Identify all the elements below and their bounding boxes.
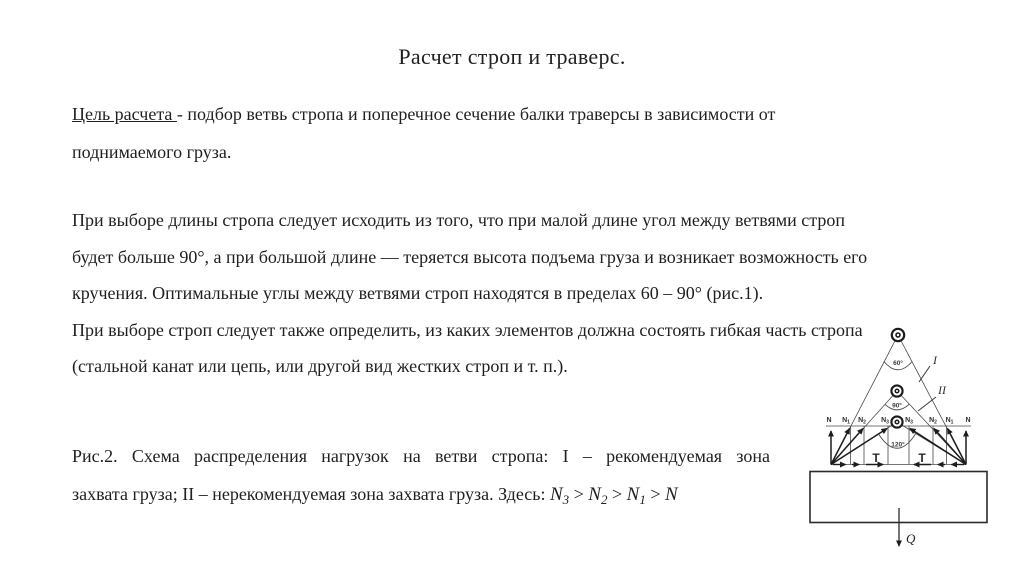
svg-text:N3: $N_3$ [905, 417, 913, 426]
paragraph-goal [72, 95, 775, 171]
paragraph-goal-line-1 [72, 95, 775, 133]
body-line: При выборе строп следует также определить, из каких элементов должна состоять гибкая часть стропа [72, 319, 863, 340]
zone-label-recommended: I [933, 353, 937, 367]
body-line: кручения. Оптимальные углы между ветвями строп находятся в пределах 60 – 90° (рис.1). [72, 283, 764, 303]
caption-line-2 [72, 475, 770, 514]
svg-text:N2: $N_2$ [858, 417, 866, 426]
inequality-formula: $N_3 > N_2 > N_1 > N$ [549, 484, 678, 507]
tension-label-left: T [872, 451, 880, 465]
svg-text:N3: $N_3$ [881, 417, 889, 426]
angle-label-120: 120° [891, 441, 905, 449]
body-line: При выборе длины стропа следует исходить из того, что при малой длине угол между ветвями строп [72, 210, 845, 230]
paragraph-goal-line-2: поднимаемого груза. [72, 142, 232, 162]
zone-label-not-recommended: II [938, 383, 946, 397]
goal-lead-underlined: Цель расчета [72, 104, 177, 124]
angle-label-90: 90° [892, 402, 902, 410]
caption-line-2-text: захвата груза; II – нерекомендуемая зона захвата груза. Здесь: [72, 484, 550, 504]
svg-text:N2: $N_2$ [929, 417, 937, 426]
goal-line-rest: - подбор ветвь стропа и поперечное сечение балки траверсы в зависимости от [176, 104, 776, 124]
caption-line-1: Рис.2. Схема распределения нагрузок на ветви стропа: I – рекомендуемая зона [72, 446, 770, 466]
paragraph-sling-length [72, 202, 867, 385]
sling-diagram-svg [800, 318, 1000, 568]
zone-leader-lines [918, 366, 936, 411]
tension-label-right: T [918, 451, 926, 465]
svg-text:N1: $N_1$ [842, 417, 850, 426]
sling-load-diagram [800, 318, 1000, 568]
angle-label-60: 60° [893, 360, 903, 367]
page-title: Расчет строп и траверс. [398, 44, 626, 69]
svg-text:N: N [826, 417, 832, 424]
weight-label: Q [906, 531, 916, 546]
figure-caption [72, 437, 770, 514]
body-line: будет больше 90°, а при большой длине — теряется высота подъема груза и возникает возможность его [72, 246, 868, 267]
body-line: (стальной канат или цепь, или другой вид жестких строп и т. п.). [72, 356, 568, 376]
svg-text:N: N [965, 417, 971, 424]
svg-text:N1: $N_1$ [945, 417, 954, 426]
